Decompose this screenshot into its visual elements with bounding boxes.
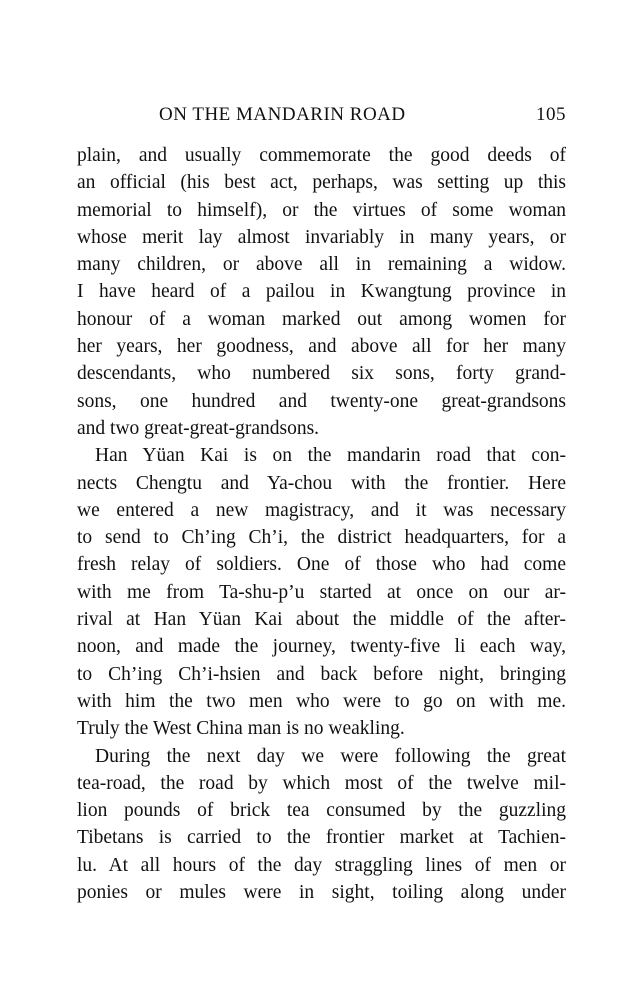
- page-number: 105: [536, 104, 566, 125]
- paragraph: [77, 442, 566, 742]
- text-line: descendants, who numbered six sons, forty grand-: [77, 363, 566, 385]
- text-line: noon, and made the journey, twenty-five li each way,: [77, 636, 566, 658]
- text-line: and two great-great-grandsons.: [77, 417, 320, 439]
- text-line: Han Yüan Kai is on the mandarin road that con-: [95, 445, 566, 467]
- text-line: nects Chengtu and Ya-chou with the frontier. Here: [77, 472, 566, 494]
- text-line: whose merit lay almost invariably in many years, or: [77, 226, 566, 248]
- text-line: fresh relay of soldiers. One of those who had come: [77, 554, 566, 576]
- running-title: ON THE MANDARIN ROAD: [159, 104, 406, 125]
- text-line: we entered a new magistracy, and it was necessary: [77, 499, 566, 521]
- text-line: Truly the West China man is no weakling.: [77, 718, 405, 740]
- text-line: I have heard of a pailou in Kwangtung province in: [77, 281, 566, 303]
- text-line: honour of a woman marked out among women for: [77, 308, 566, 330]
- paragraph: [77, 142, 566, 442]
- text-line: During the next day we were following the great: [95, 745, 566, 767]
- text-line: an official (his best act, perhaps, was setting up this: [77, 172, 566, 194]
- running-header: [77, 104, 566, 130]
- page-body: [77, 142, 566, 906]
- text-line: tea-road, the road by which most of the twelve mil-: [77, 772, 566, 794]
- text-line: to Ch’ing Ch’i-hsien and back before night, bringing: [77, 663, 566, 685]
- text-line: memorial to himself), or the virtues of some woman: [77, 199, 566, 221]
- text-line: ponies or mules were in sight, toiling along under: [77, 882, 566, 904]
- text-line: many children, or above all in remaining a widow.: [77, 254, 566, 276]
- text-line: plain, and usually commemorate the good deeds of: [77, 145, 566, 166]
- text-line: to send to Ch’ing Ch’i, the district headquarters, for a: [77, 527, 566, 549]
- text-line: lion pounds of brick tea consumed by the guzzling: [77, 800, 566, 822]
- text-line: her years, her goodness, and above all for her many: [77, 336, 566, 358]
- paragraph: [77, 743, 566, 907]
- text-line: rival at Han Yüan Kai about the middle of the after-: [77, 609, 566, 631]
- text-line: with him the two men who were to go on with me.: [77, 690, 566, 712]
- text-line: Tibetans is carried to the frontier market at Tachien-: [77, 827, 566, 849]
- text-line: lu. At all hours of the day straggling lines of men or: [77, 854, 566, 876]
- text-line: with me from Ta-shu-p’u started at once on our ar-: [77, 581, 566, 603]
- text-line: sons, one hundred and twenty-one great-grandsons: [77, 390, 566, 412]
